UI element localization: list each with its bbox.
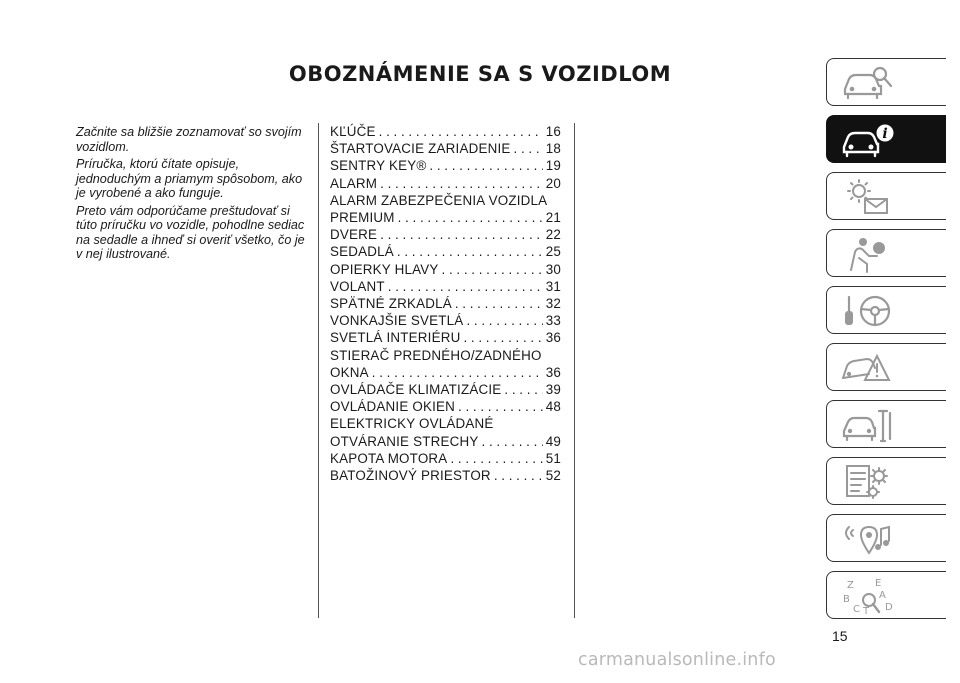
toc-entry-label: DVERE [330, 227, 378, 243]
toc-entry-page: 30 [545, 261, 561, 277]
index-letter: E [875, 578, 882, 589]
toc-entry-page: 19 [545, 158, 561, 174]
toc-entry-label: KĽÚČE [330, 124, 376, 139]
toc-entry-label: SPÄTNÉ ZRKADLÁ [330, 296, 452, 312]
toc-entry[interactable] [330, 243, 561, 260]
index-letter: D [885, 602, 893, 613]
toc-entry-page: 31 [545, 278, 561, 294]
toc-entry-label: SENTRY KEY® [330, 158, 427, 174]
toc-entry-line[interactable]: STIERAČ PREDNÉHO/ZADNÉHO [330, 347, 542, 363]
toc-entry-label: ŠTARTOVACIE ZARIADENIE [330, 141, 511, 157]
toc-entry[interactable] [330, 467, 561, 484]
chapter-tab[interactable] [826, 286, 946, 334]
car-tools-icon [839, 405, 895, 445]
page-title: OBOZNÁMENIE SA S VOZIDLOM [288, 62, 672, 86]
toc-entry[interactable] [330, 433, 561, 450]
toc-leader-dots [455, 295, 543, 312]
chapter-tab[interactable] [826, 514, 946, 562]
toc-entry-page: 48 [545, 399, 561, 415]
toc-entry[interactable] [330, 278, 561, 295]
chapter-tab[interactable] [826, 229, 946, 277]
toc-leader-dots [398, 209, 543, 226]
toc-leader-dots [466, 312, 542, 329]
toc-leader-dots [458, 398, 543, 415]
toc-entry-line[interactable]: ALARM ZABEZPEČENIA VOZIDLA [330, 192, 548, 208]
toc-entry-page: 52 [545, 468, 561, 484]
car-breakdown-warning-icon [839, 348, 895, 388]
chapter-tab-active[interactable] [826, 115, 946, 163]
toc-entry-page: 49 [545, 433, 561, 449]
toc-entry-page: 25 [545, 244, 561, 260]
car-info-icon [839, 120, 895, 160]
toc-entry[interactable] [330, 209, 561, 226]
toc-entry-page: 21 [545, 210, 561, 226]
toc-entry-label: VONKAJŠIE SVETLÁ [330, 313, 464, 329]
toc-entry-label: ALARM [330, 175, 378, 191]
svg-text:i: i [882, 126, 888, 142]
toc-entry-page: 18 [545, 141, 561, 157]
alphabet-index-icon [839, 576, 895, 616]
page-number: 15 [832, 628, 848, 644]
column-divider [318, 123, 319, 618]
intro-paragraph: Začnite sa bližšie zoznamovať so svojím vozidlom. [76, 125, 302, 154]
key-steering-wheel-icon [839, 291, 895, 331]
car-search-icon [839, 63, 895, 103]
toc-entry-line[interactable]: ELEKTRICKY OVLÁDANÉ [330, 416, 494, 432]
toc-leader-dots [429, 157, 542, 174]
toc-entry[interactable] [330, 261, 561, 278]
toc-leader-dots [450, 450, 542, 467]
toc-leader-dots [397, 243, 543, 260]
toc-entry-label: OTVÁRANIE STRECHY [330, 433, 479, 449]
toc-entry-label: SVETLÁ INTERIÉRU [330, 330, 461, 346]
toc-leader-dots [494, 467, 543, 484]
toc-leader-dots [388, 278, 543, 295]
toc-entry-label: OKNA [330, 364, 369, 380]
toc-entry-label: VOLANT [330, 278, 385, 294]
document-gear-icon [839, 462, 895, 502]
toc-leader-dots [372, 364, 543, 381]
index-letter: Z [847, 580, 854, 591]
index-letter: A [879, 590, 886, 601]
index-letter: C [853, 604, 860, 615]
intro-paragraph: Príručka, ktorú čítate opisuje, jednoduchým a priamym spôsobom, ako je vyrobené a ako funguje. [76, 157, 303, 200]
toc-entry[interactable] [330, 226, 561, 243]
toc-entry-label: OVLÁDAČE KLIMATIZÁCIE [330, 382, 502, 398]
chapter-tab[interactable] [826, 58, 946, 106]
toc-leader-dots [463, 329, 542, 346]
chapter-tab[interactable] [826, 571, 946, 619]
toc-leader-dots [504, 381, 542, 398]
toc-entry[interactable] [330, 398, 561, 415]
chapter-tab[interactable] [826, 343, 946, 391]
toc-entry-label: PREMIUM [330, 210, 395, 226]
toc-entry[interactable] [330, 381, 561, 398]
nav-media-icon [839, 519, 895, 559]
toc-entry-label: KAPOTA MOTORA [330, 450, 448, 466]
toc-entry-label: OPIERKY HLAVY [330, 261, 439, 277]
column-divider [574, 123, 575, 618]
toc-entry-page: 51 [545, 450, 561, 466]
intro-text [76, 125, 308, 265]
toc-entry-page: 39 [545, 382, 561, 398]
toc-entry-page: 36 [545, 330, 561, 346]
toc-entry-page: 22 [545, 227, 561, 243]
toc-entry[interactable] [330, 157, 561, 174]
toc-leader-dots [380, 226, 543, 243]
toc-entry-label: BATOŽINOVÝ PRIESTOR [330, 468, 491, 484]
toc-entry-label: OVLÁDANIE OKIEN [330, 399, 456, 415]
warning-light-message-icon [839, 177, 895, 217]
toc-entry[interactable] [330, 329, 561, 346]
toc-leader-dots [379, 123, 543, 140]
toc-entry-page: 36 [545, 364, 561, 380]
index-letter: B [843, 594, 850, 605]
chapter-tab[interactable] [826, 172, 946, 220]
index-letter: T [863, 606, 870, 616]
airbag-seat-icon [839, 234, 895, 274]
toc-entry-label: SEDADLÁ [330, 244, 394, 260]
toc-entry-page: 32 [545, 296, 561, 312]
toc-entry-page: 16 [545, 124, 561, 139]
toc-entry[interactable] [330, 175, 561, 192]
chapter-tab[interactable] [826, 457, 946, 505]
table-of-contents [330, 123, 561, 484]
toc-leader-dots [442, 261, 543, 278]
toc-entry-page: 20 [545, 175, 561, 191]
toc-entry[interactable] [330, 312, 561, 329]
toc-entry[interactable] [330, 295, 561, 312]
toc-entry[interactable] [330, 123, 561, 140]
chapter-tab[interactable] [826, 400, 946, 448]
toc-entry[interactable] [330, 140, 561, 157]
toc-leader-dots [380, 175, 543, 192]
toc-entry[interactable] [330, 364, 561, 381]
watermark: carmanualsonline.info [578, 650, 776, 670]
intro-paragraph: Preto vám odporúčame preštudovať si túto príručku vo vozidle, pohodlne sediac na sedadle a ihneď si overiť všetko, čo je v nej ilustrované. [76, 203, 305, 261]
toc-entry-page: 33 [545, 313, 561, 329]
toc-leader-dots [514, 140, 543, 157]
toc-leader-dots [482, 433, 543, 450]
toc-entry[interactable] [330, 450, 561, 467]
